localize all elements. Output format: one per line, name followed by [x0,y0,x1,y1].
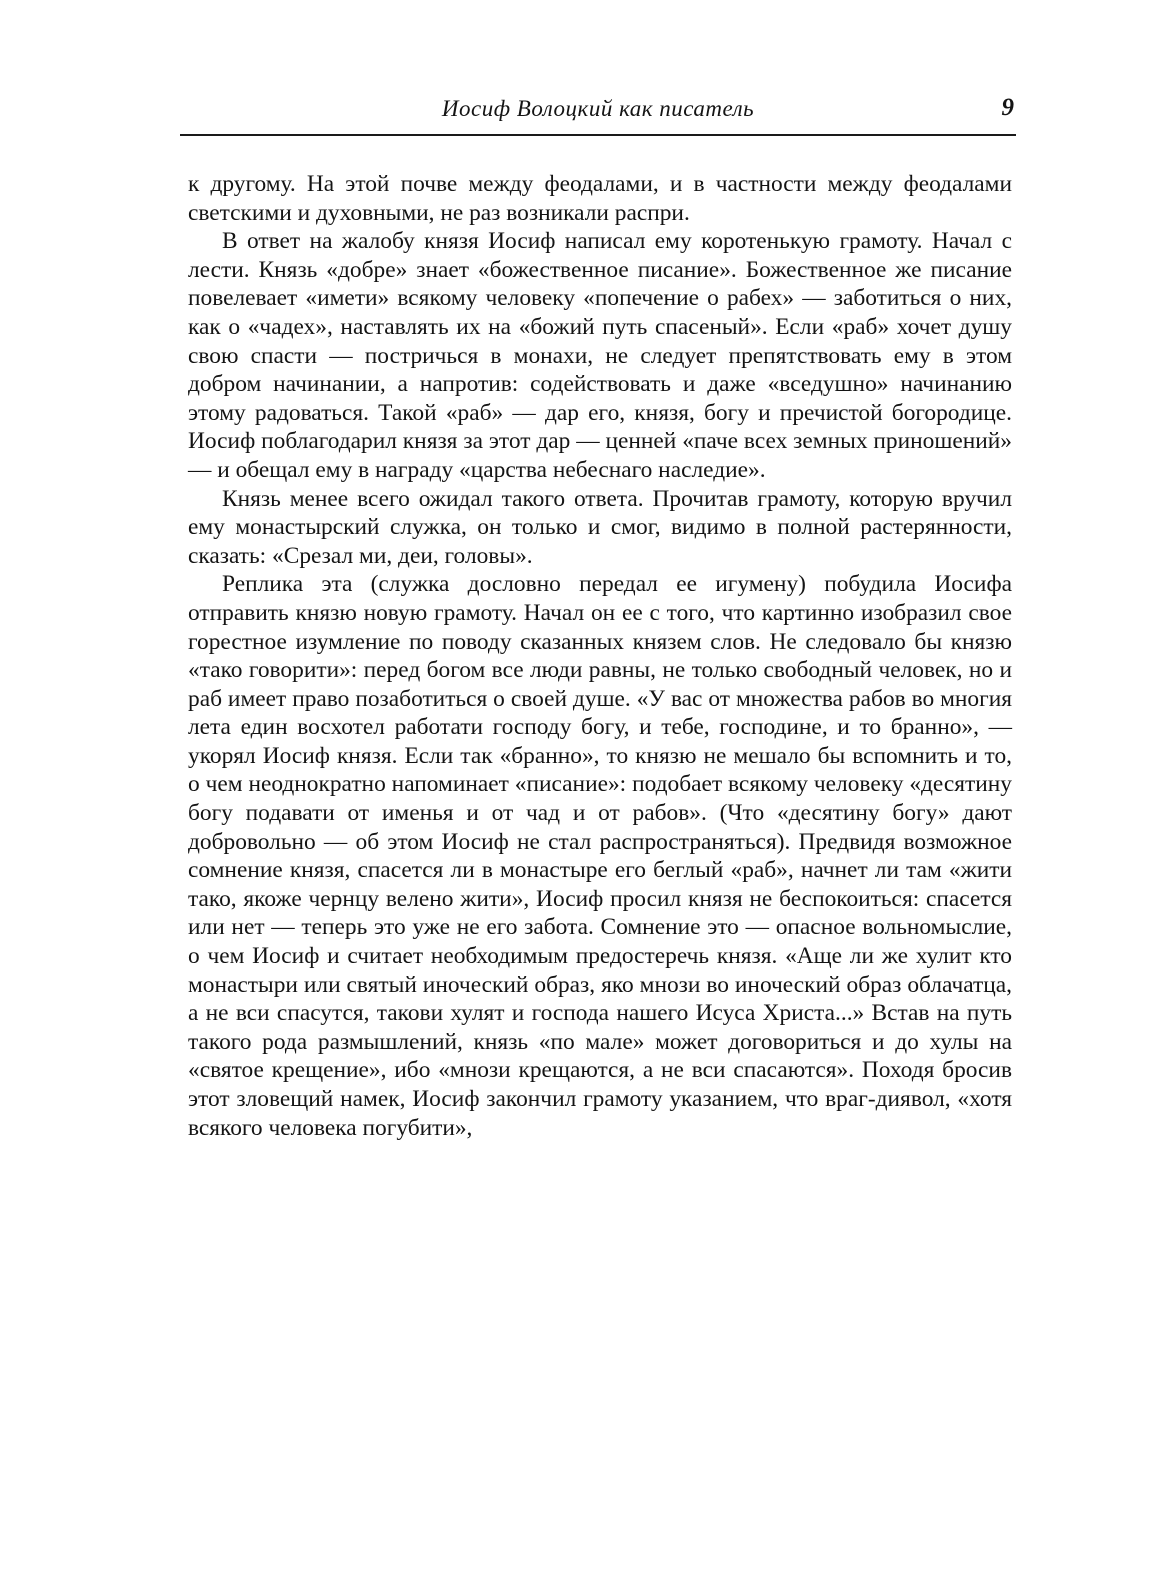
paragraph-continued: к другому. На этой почве между феодалами, и в частности между феодалами светскими и духовными, не раз возникали распри. [188,171,1012,226]
paragraph: Князь менее всего ожидал такого ответа. Прочитав грамоту, которую вручил ему монастырский служка, он только и смог, видимо в полной растерянности, сказать: «Срезал ми, деи, головы». [188,485,1012,569]
paragraph: В ответ на жалобу князя Иосиф написал ему коротенькую грамоту. Начал с лести. Князь «добре» знает «божественное писание». Божественное же писание повелевает «имети» всякому человеку «попечение о рабех» — заботиться о них, как о «чадех», наставлять их на «божий путь спасеный». Если «раб» хочет душу свою спасти — постричься в монахи, не следует препятствовать ему в этом добром начинании, а напротив: содействовать и даже «вседушно» начинанию этому радоваться. Такой «раб» — дар его, князя, богу и пречистой богородице. Иосиф поблагодарил князя за этот дар — ценней «паче всех земных приношений» — и обещал ему в награду «царства небеснаго наследие». [188,228,1012,483]
paragraph: Реплика эта (служка дословно передал ее игумену) побудила Иосифа отправить князю новую грамоту. Начал он ее с того, что картинно изобразил свое горестное изумление по поводу сказанных князем слов. Не следовало бы князю «тако говорити»: перед богом все люди равны, не только свободный человек, но и раб имеет право позаботиться о своей душе. «У вас от множества рабов во многия лета един восхотел работати господу богу, и тебе, господине, и то бранно», — укорял Иосиф князя. Если так «бранно», то князю не мешало бы вспомнить и то, о чем неоднократно напоминает «писание»: подобает всякому человеку «десятину богу подавати от именья и от чад и от рабов». (Что «десятину богу» дают добровольно — об этом Иосиф не стал распространяться). Предвидя возможное сомнение князя, спасется ли в монастыре его беглый «раб», начнет ли там «жити тако, якоже чернцу велено жити», Иосиф просил князя не беспокоиться: спасется или нет — теперь это уже не его забота. Сомнение это — опасное вольномыслие, о чем Иосиф и считает необходимым предостеречь князя. «Аще ли же хулит кто монастыри или святый иноческий образ, яко мнози во иноческий образ облачатца, а не вси спасутся, такови хулят и господа нашего Исуса Христа...» Встав на путь такого рода размышлений, князь «по мале» может договориться и до хулы на «святое крещение», ибо «мнози крещаются, а не вси спасаются». Походя бросив этот зловещий намек, Иосиф закончил грамоту указанием, что враг-диявол, «хотя всякого человека погубити», [188,571,1012,1141]
body-text [188,170,1012,1142]
running-title: Иосиф Волоцкий как писатель [441,96,755,121]
header-rule [180,134,1016,136]
page-number: 9 [1001,94,1014,121]
running-header [180,96,1016,132]
